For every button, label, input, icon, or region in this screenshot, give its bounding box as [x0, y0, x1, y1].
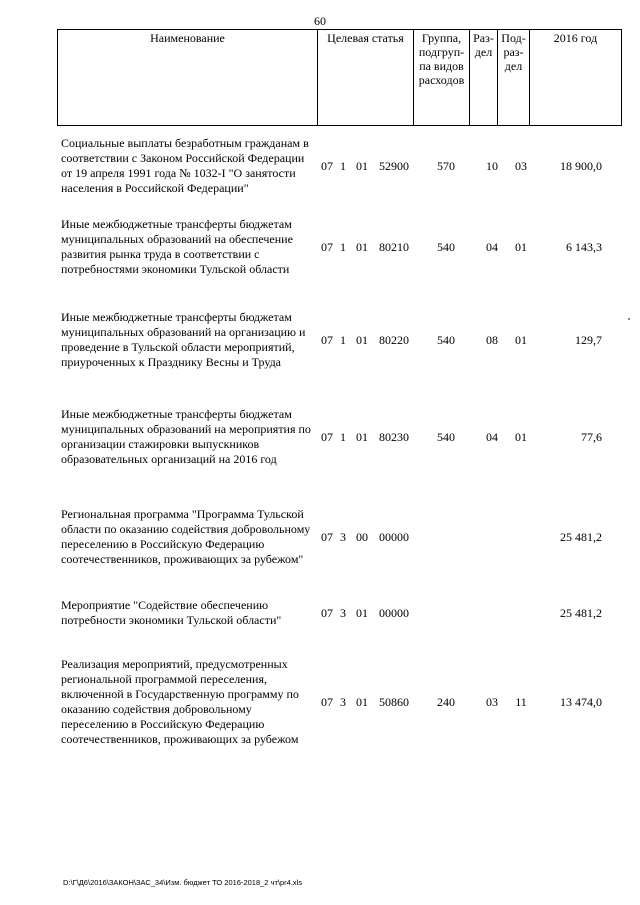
- row-target-subprogram: 1: [340, 239, 346, 254]
- row-target-subprogram: 1: [340, 429, 346, 444]
- row-subsection: 03: [515, 158, 527, 173]
- row-amount: 6 143,3: [566, 239, 602, 254]
- page-number: 60: [314, 14, 326, 28]
- row-name: Мероприятие "Содействие обеспечению потребности экономики Тульской области": [61, 598, 282, 627]
- row-subsection: 01: [515, 239, 527, 254]
- header-expense-group: Группа, подгруп-па видов расходов: [414, 30, 470, 126]
- table-row: [57, 127, 621, 205]
- table-row: [57, 297, 621, 383]
- row-section: 10: [486, 158, 498, 173]
- row-amount: 13 474,0: [560, 694, 602, 709]
- row-section: 08: [486, 332, 498, 347]
- table-row: [57, 207, 621, 287]
- table-row: [57, 495, 621, 579]
- row-subsection: 01: [515, 429, 527, 444]
- row-amount: 25 481,2: [560, 605, 602, 620]
- table-row: [57, 397, 621, 477]
- row-target-main-event: 01: [356, 332, 368, 347]
- row-target-program: 07: [321, 332, 333, 347]
- row-target-subprogram: 3: [340, 529, 346, 544]
- row-target-subprogram: 3: [340, 605, 346, 620]
- row-target-direction: 52900: [379, 158, 409, 173]
- row-expense-group: 540: [437, 332, 455, 347]
- row-target-program: 07: [321, 529, 333, 544]
- row-target-main-event: 01: [356, 429, 368, 444]
- row-name: Иные межбюджетные трансферты бюджетам муниципальных образований на обеспечение развития рынка труда в соответствии с потребностями экономики Тульской области: [61, 217, 293, 276]
- row-target-program: 07: [321, 605, 333, 620]
- table-row: [57, 595, 621, 631]
- row-name: Региональная программа "Программа Тульской области по оказанию содействия добровольному переселению в Российскую Федерацию соотечественников, проживающих за рубежом": [61, 507, 311, 566]
- row-target-direction: 80210: [379, 239, 409, 254]
- row-expense-group: 540: [437, 429, 455, 444]
- row-target-program: 07: [321, 694, 333, 709]
- row-expense-group: 570: [437, 158, 455, 173]
- row-target-main-event: 01: [356, 694, 368, 709]
- row-target-main-event: 00: [356, 529, 368, 544]
- row-target-program: 07: [321, 429, 333, 444]
- row-section: 04: [486, 239, 498, 254]
- row-expense-group: 540: [437, 239, 455, 254]
- scan-speck: [628, 318, 630, 320]
- row-target-direction: 80230: [379, 429, 409, 444]
- row-target-subprogram: 1: [340, 158, 346, 173]
- row-subsection: 11: [515, 694, 527, 709]
- row-section: 04: [486, 429, 498, 444]
- row-target-direction: 50860: [379, 694, 409, 709]
- row-amount: 77,6: [581, 429, 602, 444]
- row-target-subprogram: 3: [340, 694, 346, 709]
- row-target-direction: 00000: [379, 529, 409, 544]
- row-name: Иные межбюджетные трансферты бюджетам муниципальных образований на мероприятия по организации стажировки выпускников образовательных организаций на 2016 год: [61, 407, 311, 466]
- row-amount: 129,7: [575, 332, 602, 347]
- row-section: 03: [486, 694, 498, 709]
- row-expense-group: 240: [437, 694, 455, 709]
- row-target-direction: 00000: [379, 605, 409, 620]
- row-target-program: 07: [321, 158, 333, 173]
- row-subsection: 01: [515, 332, 527, 347]
- row-target-main-event: 01: [356, 605, 368, 620]
- header-name: Наименование: [58, 30, 318, 126]
- table-row: [57, 645, 621, 759]
- header-subsection: Под-раз-дел: [498, 30, 530, 126]
- row-target-direction: 80220: [379, 332, 409, 347]
- row-name: Иные межбюджетные трансферты бюджетам муниципальных образований на организацию и проведение в Тульской области мероприятий, приуроченных к Празднику Весны и Труда: [61, 310, 306, 369]
- header-year-2016: 2016 год: [530, 30, 622, 126]
- table-header: [57, 29, 622, 126]
- header-target-article: Целевая статья: [318, 30, 414, 126]
- header-section: Раз-дел: [470, 30, 498, 126]
- row-target-main-event: 01: [356, 239, 368, 254]
- row-name: Реализация мероприятий, предусмотренных региональной программой переселения, включенной в Государственную программу по оказанию содействия добровольному переселению в Российскую Федерацию соотечественников, проживающих за рубежом: [61, 657, 299, 746]
- row-name: Социальные выплаты безработным гражданам в соответствии с Законом Российской Федерации от 19 апреля 1991 года № 1032-I "О занятости населения в Российской Федерации": [61, 136, 309, 195]
- row-target-program: 07: [321, 239, 333, 254]
- row-amount: 18 900,0: [560, 158, 602, 173]
- row-target-subprogram: 1: [340, 332, 346, 347]
- row-amount: 25 481,2: [560, 529, 602, 544]
- footer-file-path: D:\Г\Д6\2016\ЗАКОН\ЗАС_34\Изм. бюджет ТО 2016-2018_2 чт\pr4.xls: [63, 878, 303, 887]
- row-target-main-event: 01: [356, 158, 368, 173]
